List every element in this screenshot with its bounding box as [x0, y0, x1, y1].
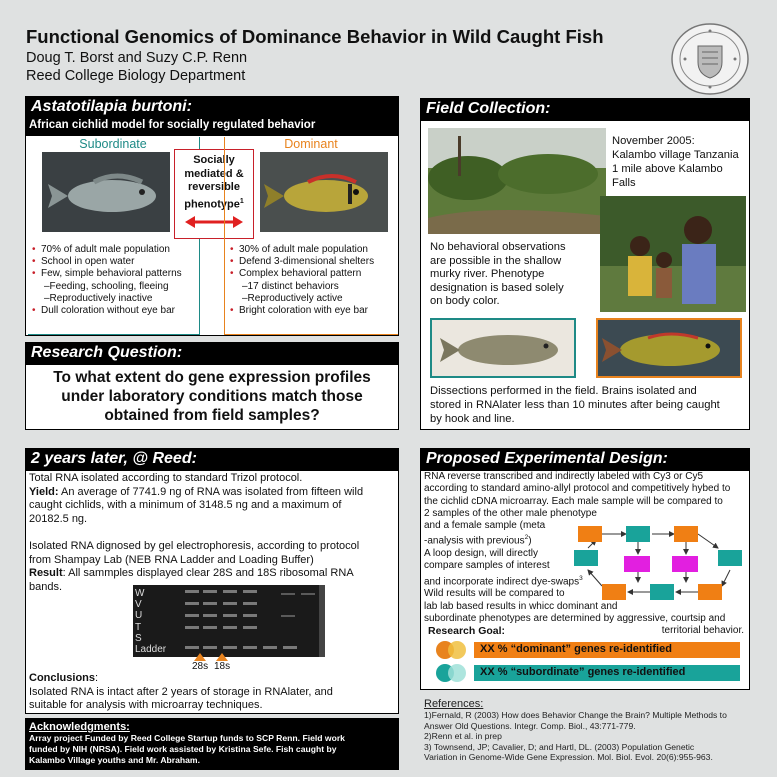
acknowledgments-panel: [25, 718, 399, 770]
acknowledgment-line: funded by NIH (NRSA). Field work assisted by Kristina Sefe. Fish caught by: [29, 744, 337, 755]
footnote-ref: 3: [579, 574, 583, 582]
result-text: : All sammples displayed clear 28S and 18S ribosomal RNA: [62, 567, 354, 580]
acknowledgment-line: Array project Funded by Reed College Startup funds to SCP Renn. Field work: [29, 733, 345, 743]
design-line: according to standard amino-allyl protocol and competitively hybed to: [424, 483, 731, 495]
reed-title-bar: [25, 448, 399, 470]
list-item: • Dull coloration without eye bar: [32, 305, 200, 317]
field-date: November 2005:: [612, 135, 695, 147]
research-goal-label: Research Goal:: [428, 625, 506, 637]
band-18s-label: 18s: [214, 661, 231, 672]
design-line: -analysis with previous$^2$): [424, 534, 532, 547]
field-observation-text: [430, 241, 600, 309]
loop-node-female: [672, 556, 698, 572]
gel-lane-label: T: [135, 621, 142, 633]
observation-line: are possible in the shallow: [430, 254, 562, 267]
astatotilapia-title-bar: [25, 96, 399, 118]
field-collection-title-bar: [420, 98, 750, 120]
design-line: subordinate phenotypes are determined by aggressive, courtsip and: [424, 612, 726, 624]
wild-dominant-fish-photo: [596, 318, 742, 378]
reference-line: 2)Renn et al. in prep: [424, 731, 502, 742]
dominant-bullets: [230, 244, 396, 317]
list-item: • 30% of adult male population: [230, 244, 396, 256]
references: [424, 698, 750, 763]
dominant-goal-bar: XX % “dominant” genes re-identified: [474, 642, 740, 658]
wild-subordinate-fish-photo: [430, 318, 576, 378]
gel-text: from Shampay Lab (NEB RNA Ladder and Loading Buffer): [29, 553, 314, 566]
yield-text: caught cichlids, with a minimum of 3148.5 ng and a maximum of: [29, 499, 342, 512]
dissection-line: by hook and line.: [430, 412, 515, 425]
gel-lane-label: V: [135, 599, 142, 611]
footnote-ref: 2: [524, 534, 529, 542]
loop-node: [602, 584, 626, 600]
species-name: Astatotilapia burtoni: [31, 98, 187, 115]
loop-node-female: [624, 556, 650, 572]
observation-line: No behavioral observations: [430, 241, 566, 253]
dissection-text: [430, 385, 746, 426]
loop-node: [698, 584, 722, 600]
loop-node: [574, 550, 598, 566]
dominant-label: Dominant: [284, 137, 338, 151]
dominant-fish-photo: [260, 152, 388, 232]
design-line: A loop design, will directly: [424, 548, 538, 560]
acknowledgments-title: Acknowledgments:: [29, 721, 130, 733]
subordinate-bullets: [32, 244, 200, 317]
observation-line: on body color.: [430, 295, 500, 308]
dissection-line: Dissections performed in the field. Brains isolated and: [430, 385, 697, 397]
subordinate-goal-bar: XX % “subordinate” genes re-identified: [474, 665, 740, 681]
list-item: • Complex behavioral pattern: [230, 268, 396, 280]
subordinate-label: Subordinate: [79, 137, 147, 151]
design-line: and incorporate indirect dye-swaps$^3$: [424, 574, 583, 588]
result-text: bands.: [29, 580, 63, 593]
conclusions-text: [29, 672, 395, 713]
loop-node: [626, 526, 650, 542]
design-title-bar: [420, 448, 750, 470]
title-colon: :: [545, 100, 551, 117]
acknowledgment-line: Kalambo Village youths and Mr. Abraham.: [29, 755, 200, 766]
gel-lane-label: S: [135, 632, 142, 644]
village-youths-photo: [600, 196, 746, 312]
phenotype-line: phenotype$^1$: [184, 197, 244, 211]
result-label: Result: [29, 567, 63, 580]
field-place: Falls: [612, 177, 636, 189]
conclusion-line: suitable for analysis with microarray techniques.: [29, 699, 263, 712]
research-question-title: Research Question: [31, 344, 177, 361]
species-subtitle: African cichlid model for socially regulated behavior: [25, 118, 399, 135]
field-place: Kalambo village Tanzania: [612, 149, 739, 161]
list-item: • School in open water: [32, 256, 200, 268]
gel-lane-label: U: [135, 610, 143, 622]
list-item: –17 distinct behaviors: [242, 280, 339, 292]
reed-title: 2 years later, @ Reed: [31, 450, 192, 467]
yield-label: Yield:: [29, 485, 59, 498]
reference-line: 1)Fernald, R (2003) How does Behavior Change the Brain? Multiple Methods to: [424, 710, 727, 720]
references-title: References:: [424, 698, 484, 710]
title-colon: :: [191, 450, 197, 467]
loop-design-diagram: [572, 520, 748, 606]
title-colon: :: [176, 344, 183, 361]
gel-lane-label: Ladder: [135, 644, 167, 656]
question-line: obtained from field samples?: [104, 407, 320, 424]
list-item: –Reproductively inactive: [44, 292, 153, 304]
research-question-title-bar: [25, 342, 399, 364]
field-collection-title: Field Collection: [426, 100, 546, 117]
reed-text: [29, 472, 395, 594]
department: Reed College Biology Department: [26, 68, 246, 84]
observation-line: designation is based solely: [430, 281, 564, 294]
list-item: • Bright coloration with eye bar: [230, 305, 396, 317]
design-line: and a female sample (meta: [424, 520, 546, 532]
design-line: compare samples of interest: [424, 560, 550, 572]
gel-lane-labels: [135, 588, 175, 655]
design-line: Wild results will be compared to: [424, 588, 565, 600]
phenotype-line: mediated &: [184, 167, 244, 180]
design-title: Proposed Experimental Design: [426, 450, 663, 467]
subordinate-overlap-icon: [434, 663, 470, 683]
conclusions-label: Conclusions: [29, 672, 96, 684]
dominant-overlap-icon: [434, 640, 470, 660]
list-item: • Few, simple behavioral patterns: [32, 268, 200, 280]
title-colon: :: [186, 98, 192, 115]
reference-line: Answer Old Questions. Integr. Comp. Biol., 43:771-779.: [424, 720, 636, 731]
reference-line: 3) Townsend, JP; Cavalier, D; and Hartl, DL. (2003) Population Genetic: [424, 741, 695, 752]
college-seal-icon: [670, 22, 750, 96]
reference-line: Variation in Genome-Wide Gene Expression. Mol. Biol. Evol. 20(6):955-963.: [424, 752, 713, 763]
yield-text: 20182.5 ng.: [29, 512, 88, 525]
design-line: the cichlid cDNA microarray. Each male sample will be compared to: [424, 495, 723, 507]
list-item: • Defend 3-dimensional shelters: [230, 256, 396, 268]
loop-node: [718, 550, 742, 566]
phenotype-line: Socially: [193, 154, 235, 166]
question-line: To what extent do gene expression profiles: [53, 369, 371, 386]
field-location-text: [612, 134, 748, 190]
title-colon: :: [662, 450, 668, 467]
research-question-panel: [25, 364, 399, 430]
dissection-line: stored in RNAlater less than 10 minutes after being caught: [430, 398, 720, 411]
loop-node: [674, 526, 698, 542]
design-line: territorial behavior.: [661, 625, 744, 637]
gel-text: Isolated RNA dignosed by gel electrophoresis, according to protocol: [29, 539, 360, 552]
field-place: 1 mile above Kalambo: [612, 163, 723, 175]
observation-line: murky river. Phenotype: [430, 268, 545, 281]
protocol-text: Total RNA isolated according to standard Trizol protocol.: [29, 472, 303, 484]
loop-node: [650, 584, 674, 600]
loop-node: [578, 526, 602, 542]
design-line: 2 samples of the other male phenotype: [424, 507, 597, 519]
question-line: under laboratory conditions match those: [61, 388, 363, 405]
list-item: –Feeding, schooling, fleeing: [44, 280, 169, 292]
yield-text: An average of 7741.9 ng of RNA was isolated from fifteen wild: [58, 485, 364, 498]
design-line: RNA reverse transcribed and indirectly labeled with Cy3 or Cy5: [424, 471, 704, 482]
gel-lane-label: W: [135, 588, 145, 599]
authors: Doug T. Borst and Suzy C.P. Renn: [26, 50, 248, 66]
list-item: –Reproductively active: [242, 292, 343, 304]
list-item: • 70% of adult male population: [32, 244, 200, 256]
river-landscape-photo: [428, 128, 606, 234]
footnote-ref: 1: [239, 197, 244, 205]
phenotype-line: reversible: [188, 181, 240, 193]
band-28s-label: 28s: [192, 661, 209, 672]
poster-title: Functional Genomics of Dominance Behavior in Wild Caught Fish: [26, 26, 604, 47]
conclusion-line: Isolated RNA is intact after 2 years of storage in RNAlater, and: [29, 685, 333, 698]
design-line: lab lab based results in whicc dominant and: [424, 600, 618, 612]
subordinate-fish-photo: [42, 152, 170, 232]
conclusions-colon: :: [95, 672, 99, 684]
